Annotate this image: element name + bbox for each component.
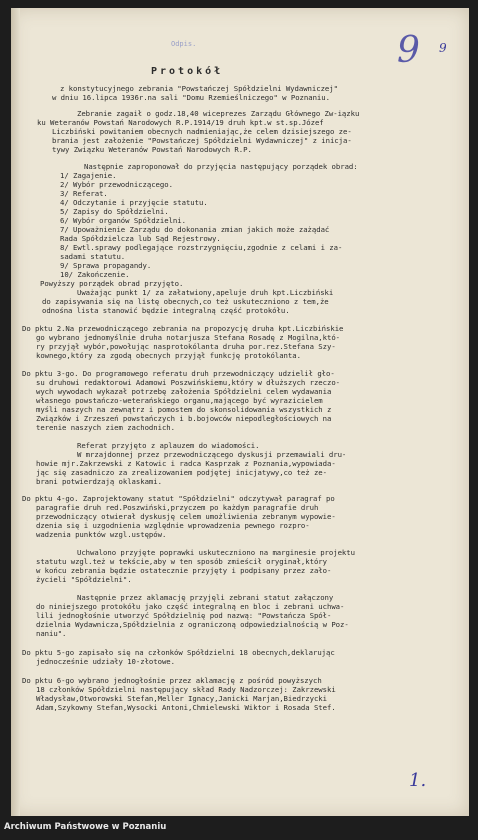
text-line: do zapisywania się na listę obecnych,co też uskuteczniono z tem,że	[42, 297, 329, 306]
text-line: W mrzajdonnej przez przewodniczącego dyskusji przemawiali dru-	[77, 450, 347, 459]
text-line: własnego powstańczo-weterańskiego organu,mającego być wyrazicielem	[36, 396, 323, 405]
text-line: 8/ Ewtl.sprawy podlegające rozstrzygnięciu,zgodnie z celami i za-	[60, 243, 343, 252]
text-line: Uważając punkt 1/ za załatwiony,apeluje druh kpt.Liczbiński	[77, 288, 334, 297]
stamp-odpis: Odpis.	[171, 40, 197, 48]
text-line: ry przyjął wybór,powołując nasprotokólanta druha por.rez.Stefana Szy-	[36, 342, 336, 351]
text-line: paragrafie druh red.Poszwiński,przyczem po każdym paragrafie druh	[36, 503, 319, 512]
archive-footer	[0, 816, 478, 840]
text-line: 1/ Zagajenie.	[60, 171, 117, 180]
text-line: Władysław,Otworowski Stefan,Meller Ignacy,Janicki Marjan,Biedrzycki	[36, 694, 327, 703]
text-line: Adam,Szykowny Stefan,Wysocki Antoni,Chmielewski Wiktor i Rosada Stef.	[36, 703, 336, 712]
text-line: statutu wzgl.też w tekście,aby w ten sposób zmieścił oryginał,który	[36, 557, 327, 566]
text-line: przewodniczący otwierał dyskusję celem umożliwienia zebranym wypowie-	[36, 512, 336, 521]
text-line: w końcu zebrania będzie ostatecznie przyjęty i podpisany przez zało-	[36, 566, 332, 575]
text-line: su druhowi redaktorowi Adamowi Poszwińskiemu,który w dłuższych rzeczo-	[36, 378, 341, 387]
handwritten-page-number: 9	[397, 30, 420, 71]
text-line: 7/ Upoważnienie Zarządu do dokonania zmian jakich może zażądać	[60, 225, 330, 234]
text-line: życieli "Spółdzielni".	[36, 575, 132, 584]
text-line: 10/ Zakończenie.	[60, 270, 130, 279]
text-line: Do pktu 5-go zapisało się na członków Spółdzielni 18 obecnych,deklarując	[22, 648, 335, 657]
text-line: 18 członków Spółdzielni następujący skład Rady Nadzorczej: Zakrzewski	[36, 685, 336, 694]
handwritten-page-number-small: 9	[439, 41, 447, 55]
text-line: z konstytucyjnego zebrania "Powstańczej Spółdzielni Wydawniczej"	[60, 84, 338, 93]
text-line: Do pktu 6-go wybrano jednogłośnie przez aklamację z pośród powyższych	[22, 676, 322, 685]
text-line: do niniejszego protokółu jako część integralną en bloc i zebrani uchwa-	[36, 602, 345, 611]
text-line: Do pktu 3-go. Do programowego referatu druh przewodniczący udzielił gło-	[22, 369, 335, 378]
document-title: Protokół	[151, 66, 224, 77]
text-line: naniu".	[36, 629, 67, 638]
text-line: Następnie zaproponował do przyjęcia następujący porządek obrad:	[84, 162, 358, 171]
handwritten-page-mark: 1.	[409, 770, 427, 791]
text-line: dzielnia Wydawnicza,Spółdzielnia z ograniczoną odpowiedzialnością w Poz-	[36, 620, 349, 629]
text-line: 4/ Odczytanie i przyjęcie statutu.	[60, 198, 208, 207]
text-line: jąc się zasadniczo za zrealizowaniem podjętej inicjatywy,co też ze-	[36, 468, 327, 477]
text-line: Do pktu 2.Na przewodniczącego zebrania na propozycję druha kpt.Liczbińskie	[22, 324, 344, 333]
text-line: tywy Związku Weteranów Powstań Narodowych R.P.	[52, 145, 252, 154]
archive-name: Archiwum Państwowe w Poznaniu	[4, 822, 167, 832]
document-page	[11, 8, 469, 816]
text-line: Związków i Zrzeszeń powstańczych i b.bojowców niepodległościowych na	[36, 414, 332, 423]
text-line: Liczbiński powitaniem obecnych nadmieniając,że celem dzisiejszego ze-	[52, 127, 352, 136]
text-line: kownego,który za zgodą obecnych przyjął funkcję protokólanta.	[36, 351, 301, 360]
text-line: wadzenia punktów wzgl.ustępów.	[36, 530, 167, 539]
text-line: go wybrano jednomyślnie druha notarjusza Stefana Rosadę z Mogilna,któ-	[36, 333, 341, 342]
text-line: terenie naszych ziem zachodnich.	[36, 423, 175, 432]
text-line: wych wywodach wykazał potrzebę założenia Spółdzielni celem wydawania	[36, 387, 332, 396]
text-line: Następnie przez aklamację przyjęli zebrani statut załączony	[77, 593, 334, 602]
text-line: 3/ Referat.	[60, 189, 108, 198]
text-line: howie mjr.Zakrzewski z Katowic i radca Kasprzak z Poznania,wypowiada-	[36, 459, 336, 468]
page-spine	[11, 8, 20, 816]
text-line: Do pktu 4-go. Zaprojektowany statut "Spółdzielni" odczytywał paragraf po	[22, 494, 335, 503]
text-line: odnośna lista stanowić będzie integralną część protokółu.	[42, 306, 290, 315]
text-line: brani potwierdzają oklaskami.	[36, 477, 162, 486]
text-line: Uchwalono przyjęte poprawki uskuteczniono na marginesie projektu	[77, 548, 355, 557]
text-line: Referat przyjęto z aplauzem do wiadomości.	[77, 441, 260, 450]
text-line: Zebranie zagaił o godz.18,40 wiceprezes Zarządu Głównego Zw-iązku	[77, 109, 360, 118]
text-line: 5/ Zapisy do Spółdzielni.	[60, 207, 169, 216]
text-line: jednocześnie udziały 10-złotowe.	[36, 657, 175, 666]
text-line: lili jednogłośnie utworzyć Spółdzielnię pod nazwą: "Powstańcza Spół-	[36, 611, 332, 620]
text-line: sadami statutu.	[60, 252, 126, 261]
text-line: myśli naszych na zewnątrz i pomostem do skonsolidowania wszystkich z	[36, 405, 332, 414]
text-line: dzenia się i uzgodnienia względnie wprowadzenia pewnego rozpro-	[36, 521, 310, 530]
text-line: 6/ Wybór organów Spółdzielni.	[60, 216, 186, 225]
text-line: 9/ Sprawa propagandy.	[60, 261, 152, 270]
text-line: brania jest założenie "Powstańczej Spółdzielni Wydawniczej" z inicja-	[52, 136, 352, 145]
text-line: 2/ Wybór przewodniczącego.	[60, 180, 173, 189]
text-line: w dniu 16.lipca 1936r.na sali "Domu Rzemieślniczego" w Poznaniu.	[52, 93, 330, 102]
text-line: ku Weteranów Powstań Narodowych R.P.1914/19 druh kpt.w st.sp.Józef	[37, 118, 324, 127]
text-line: Rada Spółdzielcza lub Sąd Rejestrowy.	[60, 234, 221, 243]
text-line: Powyższy porządek obrad przyjęto.	[40, 279, 184, 288]
